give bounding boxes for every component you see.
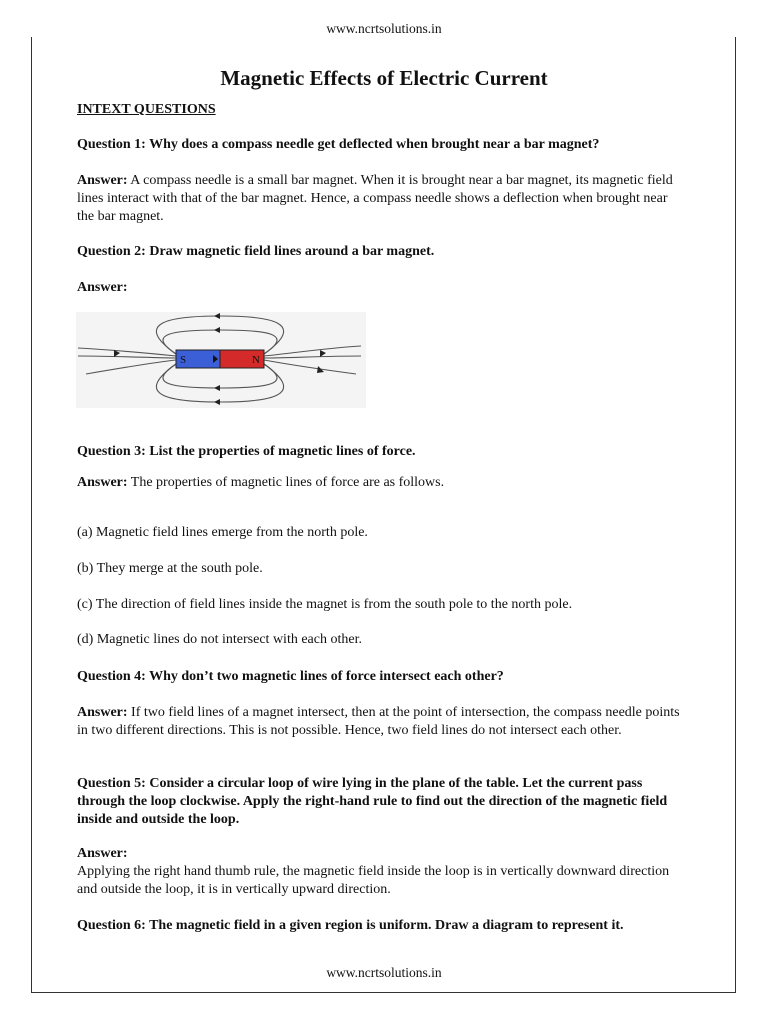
answer-label: Answer:: [77, 475, 128, 490]
answer-text: A compass needle is a small bar magnet. When it is brought near a bar magnet, its magnetic field lines interact with that of the bar magnet. Hence, a compass needle shows a deflection when brought near the bar magnet.: [77, 173, 673, 224]
footer-site-url[interactable]: www.ncrtsolutions.in: [326, 965, 442, 980]
question-1: Question 1: Why does a compass needle get deflected when brought near a bar magnet?: [77, 137, 600, 152]
question-6: Question 6: The magnetic field in a given region is uniform. Draw a diagram to represent it.: [77, 918, 624, 933]
list-item: (c) The direction of field lines inside the magnet is from the south pole to the north pole.: [77, 597, 573, 612]
magnet-s-label: S: [180, 354, 187, 366]
list-item: (b) They merge at the south pole.: [77, 561, 263, 576]
question-4: Question 4: Why don’t two magnetic lines of force intersect each other?: [77, 669, 504, 684]
answer-label: Answer:: [77, 705, 128, 720]
page-title: Magnetic Effects of Electric Current: [220, 66, 548, 90]
answer-label: Answer:: [77, 173, 128, 188]
magnet-n-label: N: [252, 354, 260, 366]
answer-1: [77, 172, 687, 226]
list-item: (a) Magnetic field lines emerge from the north pole.: [77, 525, 368, 540]
section-heading: INTEXT QUESTIONS: [77, 102, 216, 117]
answer-5-label: Answer:: [77, 846, 128, 861]
question-2: Question 2: Draw magnetic field lines around a bar magnet.: [77, 244, 435, 259]
answer-text: If two field lines of a magnet intersect, then at the point of intersection, the compass needle points in two different directions. This is not possible. Hence, two field lines do not intersect each other.: [77, 705, 680, 738]
bar-magnet-diagram: [76, 312, 366, 408]
header-site-url[interactable]: www.ncrtsolutions.in: [0, 21, 768, 37]
answer-4: [77, 704, 687, 740]
answer-3: [77, 474, 687, 492]
answer-2-label: Answer:: [77, 280, 128, 295]
answer-text: The properties of magnetic lines of force are as follows.: [127, 475, 445, 490]
question-3: Question 3: List the properties of magnetic lines of force.: [77, 444, 416, 459]
list-item: (d) Magnetic lines do not intersect with each other.: [77, 632, 362, 647]
question-5: Question 5: Consider a circular loop of wire lying in the plane of the table. Let the current pass through the loop clockwise. Apply the right-hand rule to find out the direction of the magnetic field inside and outside the loop.: [77, 776, 668, 827]
answer-5-text: Applying the right hand thumb rule, the magnetic field inside the loop is in vertically downward direction and outside the loop, it is in vertically upward direction.: [77, 864, 670, 897]
